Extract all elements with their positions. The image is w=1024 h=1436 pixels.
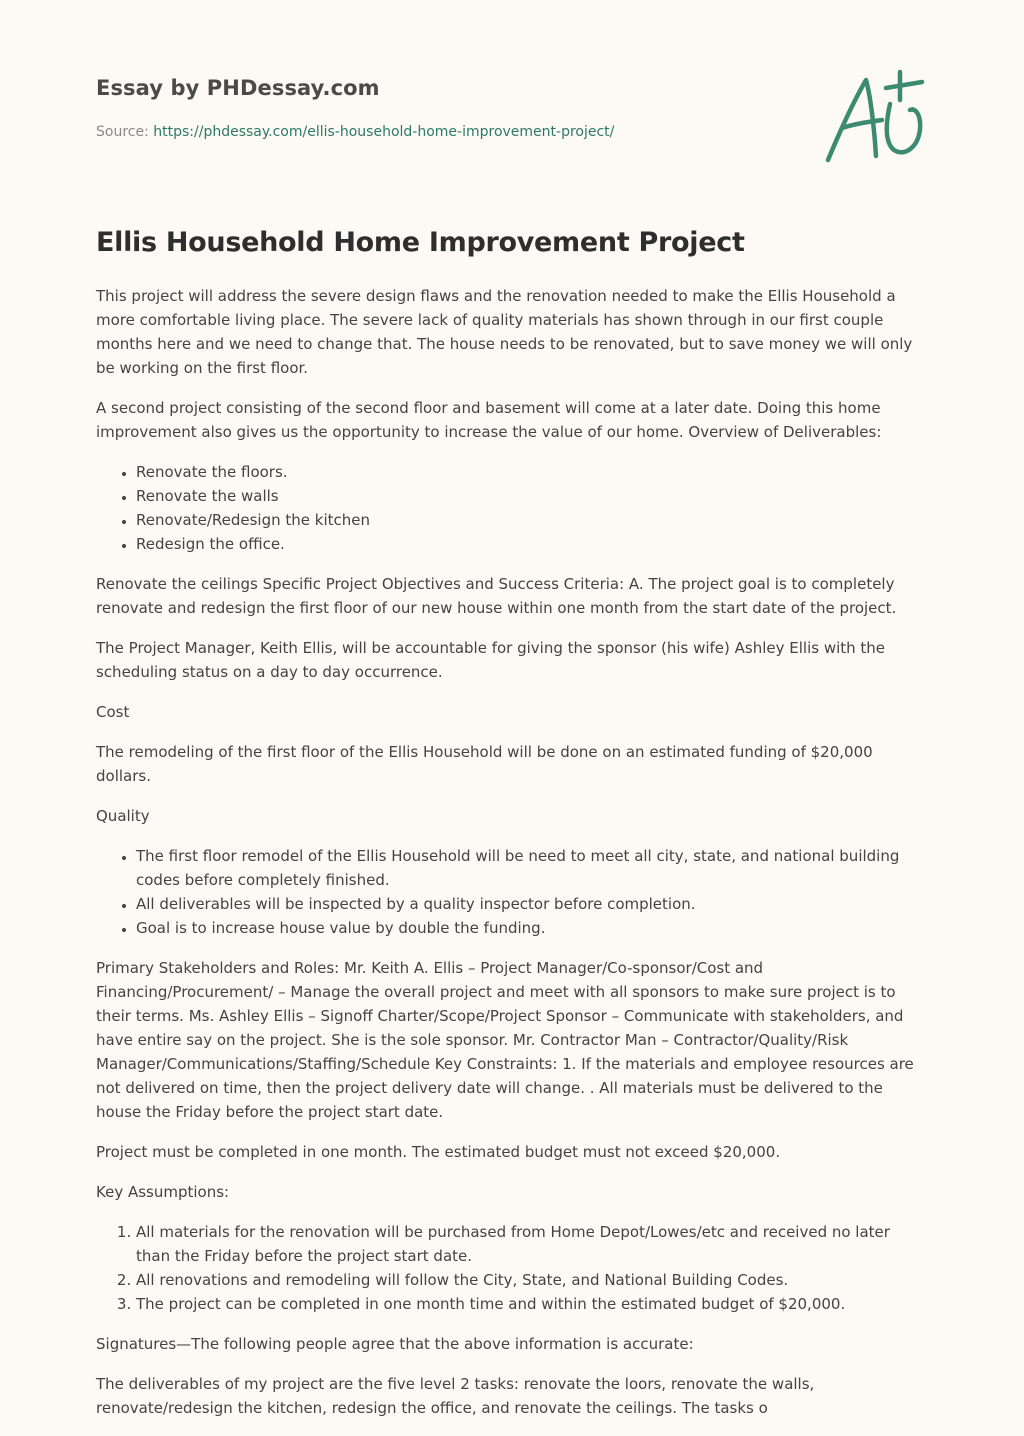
list-item: 1. All materials for the renovation will be purchased from Home Depot/Lowes/etc and received no later than the Friday before the project start date.	[136, 1220, 928, 1268]
section-heading-cost: Cost	[96, 703, 130, 721]
list-item: • Redesign the office.	[136, 532, 928, 556]
section-heading-assumptions: Key Assumptions:	[96, 1183, 230, 1201]
paragraph: Signatures—The following people agree that the above information is accurate:	[96, 1335, 694, 1353]
paragraph: The remodeling of the first floor of the Ellis Household will be done on an estimated funding of $20,000 dollars.	[96, 743, 873, 785]
quality-list	[96, 844, 928, 940]
paragraph: The Project Manager, Keith Ellis, will be accountable for giving the sponsor (his wife) Ashley Ellis with the scheduling status on a day to day occurrence.	[96, 639, 886, 681]
paragraph: This project will address the severe design flaws and the renovation needed to make the Ellis Household a more comfortable living place. The severe lack of quality materials has shown through in our first couple months here and we need to change that. The house needs to be renovated, but to save money we will only be working on the first floor.	[96, 287, 913, 377]
paragraph: The deliverables of my project are the five level 2 tasks: renovate the loors, renovate the walls, renovate/redesign the kitchen, redesign the office, and renovate the ceilings. The tasks o	[96, 1375, 815, 1417]
list-item: • The first floor remodel of the Ellis Household will be need to meet all city, state, and national building codes before completely finished.	[136, 844, 928, 892]
list-item: • All deliverables will be inspected by a quality inspector before completion.	[136, 892, 928, 916]
assumptions-list	[96, 1220, 928, 1316]
source-link[interactable]: https://phdessay.com/ellis-household-home-improvement-project/	[153, 124, 615, 140]
list-item: • Goal is to increase house value by double the funding.	[136, 916, 928, 940]
source-label: Source:	[96, 124, 154, 140]
list-item: • Renovate the floors.	[136, 460, 928, 484]
essay-body	[96, 284, 928, 1436]
paragraph: Primary Stakeholders and Roles: Mr. Keith A. Ellis – Project Manager/Co-sponsor/Cost and Financing/Procurement/ – Manage the overall project and meet with all sponsors to make sure project is to their terms. Ms. Ashley Ellis – Signoff Charter/Scope/Project Sponsor – Communicate with stakeholders, and have entire say on the project. She is the sole sponsor. Mr. Contractor Man – Contractor/Quality/Risk Manager/Communications/Staffing/Schedule Key Constraints: 1. If the materials and employee resources are not delivered on time, then the project delivery date will change. . All materials must be delivered to the house the Friday before the project start date.	[96, 959, 914, 1121]
source-line	[96, 124, 614, 140]
paragraph: Project must be completed in one month. The estimated budget must not exceed $20,000.	[96, 1143, 781, 1161]
aplus-logo-icon	[820, 64, 930, 168]
deliverables-list	[96, 460, 928, 556]
list-item: 3. The project can be completed in one month time and within the estimated budget of $20,000.	[136, 1292, 928, 1316]
paragraph: A second project consisting of the second floor and basement will come at a later date. Doing this home improvement also gives us the opportunity to increase the value of our home. Overview of Deliverables:	[96, 399, 882, 441]
list-item: 2. All renovations and remodeling will follow the City, State, and National Building Codes.	[136, 1268, 928, 1292]
list-item: • Renovate the walls	[136, 484, 928, 508]
list-item: • Renovate/Redesign the kitchen	[136, 508, 928, 532]
section-heading-quality: Quality	[96, 807, 150, 825]
site-brand: Essay by PHDessay.com	[96, 76, 380, 100]
paragraph: Renovate the ceilings Specific Project Objectives and Success Criteria: A. The project goal is to completely renovate and redesign the first floor of our new house within one month from the start date of the project.	[96, 575, 897, 617]
page-title: Ellis Household Home Improvement Project	[96, 227, 745, 258]
